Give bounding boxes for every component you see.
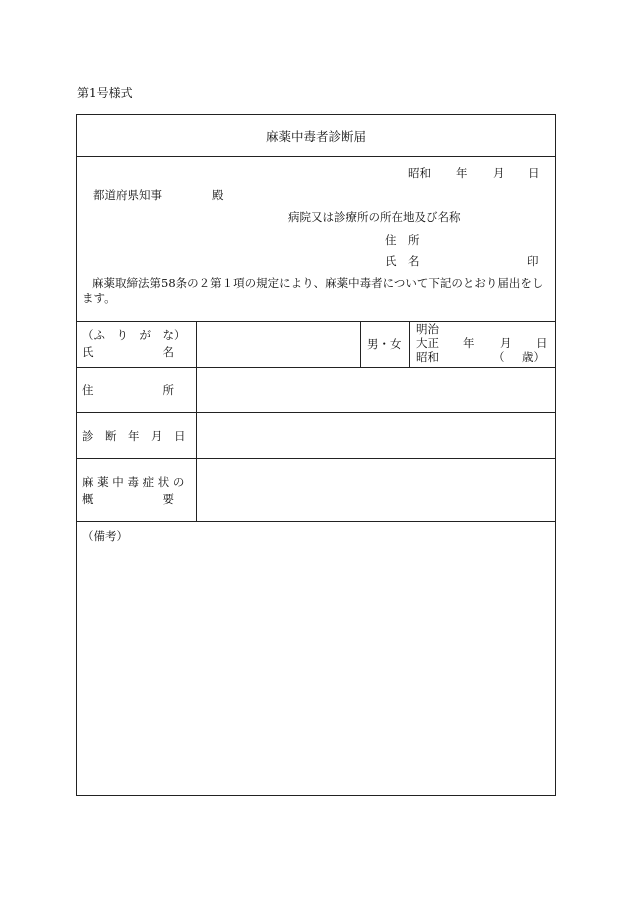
title-divider — [77, 156, 555, 157]
patient-name-label: 氏 名 — [82, 345, 174, 359]
seal-label: 印 — [527, 254, 539, 268]
furigana-label: （ふ り が な） — [82, 328, 186, 342]
form-title: 麻薬中毒者診断届 — [265, 129, 366, 144]
era-showa-label: 昭和 — [416, 350, 439, 364]
row1-divider — [77, 367, 555, 368]
age-paren-open: （ — [493, 350, 505, 364]
header-divider — [77, 321, 555, 322]
era-meiji-label: 明治 — [416, 322, 439, 336]
physician-name-label: 氏 名 — [385, 254, 420, 268]
symptoms-label-line-2: 概 要 — [82, 492, 174, 506]
age-label: 歳） — [522, 350, 545, 364]
gender-left-divider — [360, 322, 361, 367]
header-era-label: 昭和 — [408, 166, 431, 180]
remarks-label: （備考） — [82, 529, 128, 543]
label-column-divider — [196, 322, 197, 522]
era-taisho-label: 大正 — [416, 336, 439, 350]
physician-address-label: 住 所 — [385, 233, 420, 247]
diagnosis-date-label: 診 断 年 月 日 — [82, 429, 186, 443]
statement-line-1: 麻薬取締法第58条の２第１項の規定により、麻薬中毒者について下記のとおり届出をし — [92, 276, 544, 290]
header-day-label: 日 — [528, 166, 540, 180]
birth-year-label: 年 — [463, 336, 475, 350]
row3-divider — [77, 458, 555, 459]
gender-right-divider — [409, 322, 410, 367]
header-month-label: 月 — [493, 166, 505, 180]
statement-line-2: ます。 — [82, 291, 116, 305]
hospital-label: 病院又は診療所の所在地及び名称 — [288, 210, 461, 224]
addressee-label: 都道府県知事 — [93, 188, 162, 202]
patient-address-label: 住 所 — [82, 383, 174, 397]
birth-month-label: 月 — [500, 336, 512, 350]
header-year-label: 年 — [456, 166, 468, 180]
row4-divider — [77, 521, 555, 522]
honorific-label: 殿 — [212, 188, 224, 202]
birth-day-label: 日 — [536, 336, 548, 350]
symptoms-label-line-1: 麻 薬 中 毒 症 状 の — [82, 475, 185, 489]
gender-label: 男・女 — [367, 337, 402, 351]
row2-divider — [77, 412, 555, 413]
form-number-label: 第1号様式 — [77, 86, 133, 100]
